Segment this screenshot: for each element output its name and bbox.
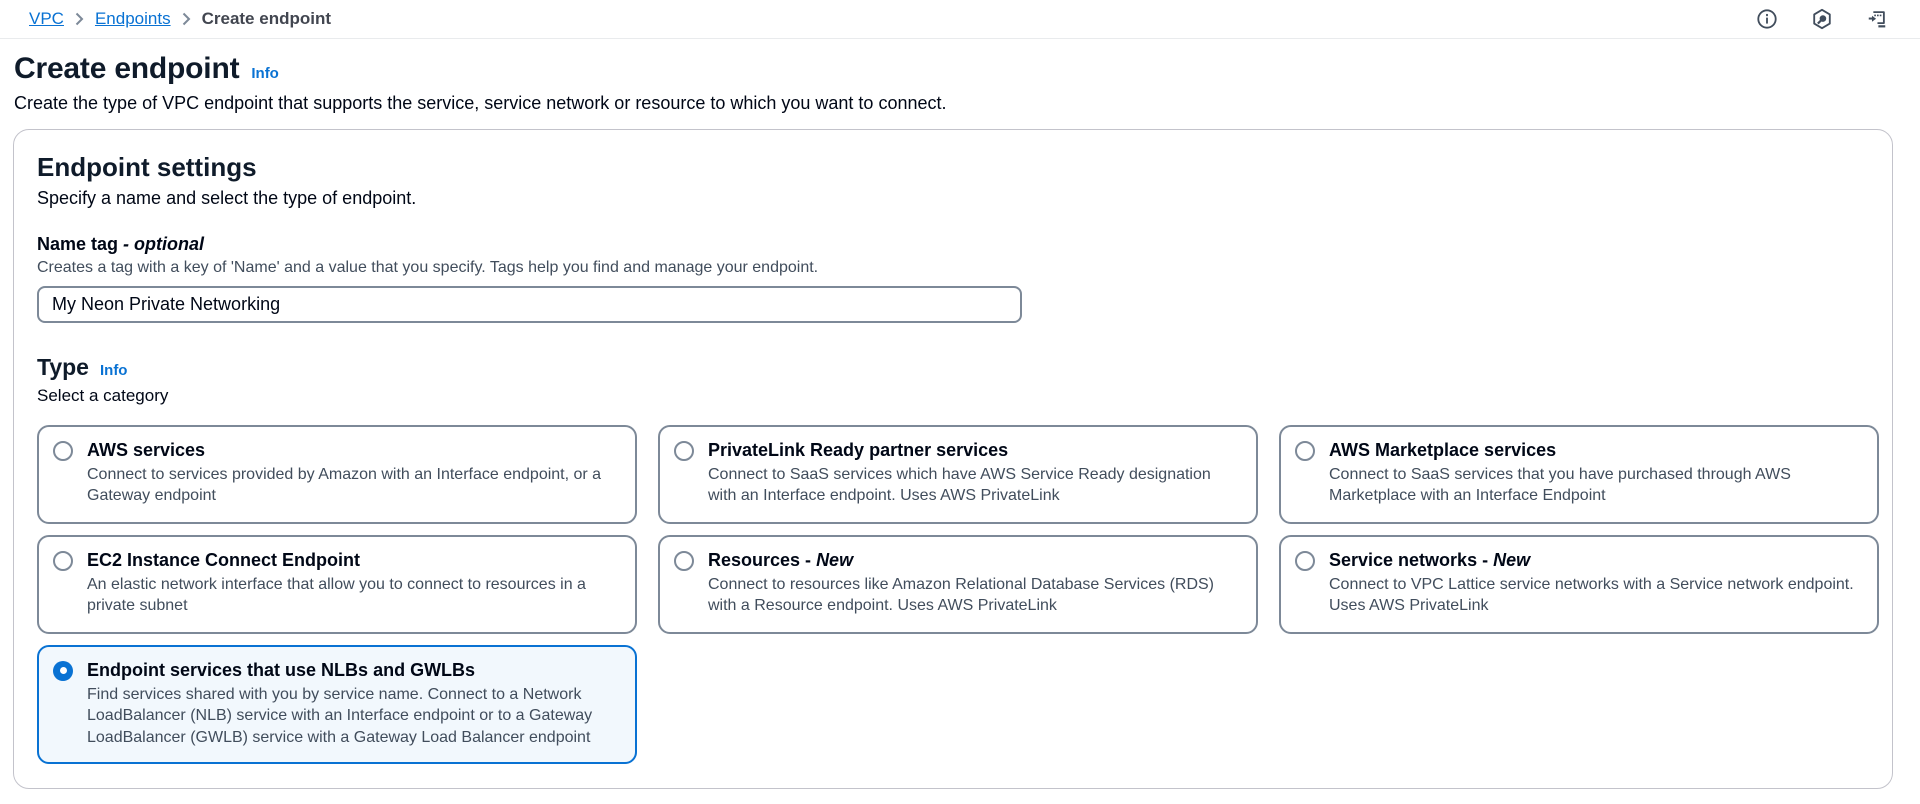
page-title-info-link[interactable]: Info [251,65,279,82]
tile-title: AWS services [87,440,206,460]
breadcrumb-separator-icon [75,12,84,26]
endpoint-settings-heading: Endpoint settings [37,152,257,182]
tile-resources[interactable] [658,535,1258,634]
breadcrumb-link-endpoints[interactable]: Endpoints [94,9,171,28]
breadcrumb-current-page: Create endpoint [201,9,331,28]
type-subtitle: Select a category [37,386,169,405]
name-tag-label: Name tag - optional [37,234,205,254]
tile-description: Connect to services provided by Amazon with an Interface endpoint, or a Gateway endpoint [87,466,602,505]
radio-endpoint-services-nlb-gwlb[interactable] [53,661,73,681]
amazon-q-icon[interactable] [1811,8,1833,30]
type-info-link[interactable]: Info [99,362,128,379]
type-heading: Type [37,354,89,380]
breadcrumb-link-vpc[interactable]: VPC [29,9,64,28]
new-badge: New [1493,550,1531,570]
tile-aws-marketplace-services[interactable] [1279,425,1879,524]
new-badge: New [816,550,854,570]
breadcrumb-bar [0,0,1920,39]
tile-description: Connect to resources like Amazon Relational Database Services (RDS) with a Resource endpoint. Uses AWS PrivateLink [708,576,1215,615]
breadcrumb-separator-icon [182,12,191,26]
tile-description: Connect to SaaS services that you have purchased through AWS Marketplace with an Interface Endpoint [1329,466,1791,505]
tile-service-networks[interactable] [1279,535,1879,634]
main-content [0,39,1920,789]
tile-title: AWS Marketplace services [1329,440,1557,460]
tile-title: Resources - New [708,550,854,570]
page-description: Create the type of VPC endpoint that supports the service, service network or resource to which you want to connect. [14,93,947,113]
tile-description: Connect to SaaS services which have AWS Service Ready designation with an Interface endpoint. Uses AWS PrivateLink [708,466,1211,505]
radio-resources[interactable] [674,551,694,571]
tile-description: Connect to VPC Lattice service networks with a Service network endpoint. Uses AWS PrivateLink [1329,576,1854,615]
radio-privatelink-ready-partner-services[interactable] [674,441,694,461]
radio-aws-marketplace-services[interactable] [1295,441,1315,461]
tile-privatelink-ready-partner-services[interactable] [658,425,1258,524]
tile-description: An elastic network interface that allow you to connect to resources in a private subnet [87,576,586,615]
breadcrumb [29,9,331,29]
name-tag-description: Creates a tag with a key of 'Name' and a value that you specify. Tags help you find and manage your endpoint. [37,259,819,276]
tile-ec2-instance-connect-endpoint[interactable] [37,535,637,634]
radio-ec2-instance-connect-endpoint[interactable] [53,551,73,571]
endpoint-settings-subtitle: Specify a name and select the type of endpoint. [37,188,417,208]
page-title: Create endpoint [14,52,240,85]
tile-title: Endpoint services that use NLBs and GWLBs [87,660,476,680]
endpoint-settings-container [13,129,1893,789]
tile-title: EC2 Instance Connect Endpoint [87,550,361,570]
name-tag-input[interactable] [37,286,1022,323]
tile-endpoint-services-nlb-gwlb[interactable] [37,645,637,764]
tile-title: PrivateLink Ready partner services [708,440,1009,460]
topbar-icons [1756,8,1888,30]
radio-service-networks[interactable] [1295,551,1315,571]
tile-description: Find services shared with you by service name. Connect to a Network LoadBalancer (NLB) service with an Interface endpoint or to a Gateway LoadBalancer (GWLB) service with a Gateway Load Balancer endpoint [87,686,593,746]
type-tiles-group [37,425,1869,764]
tile-title: Service networks - New [1329,550,1531,570]
info-icon[interactable] [1756,8,1778,30]
cloudshell-icon[interactable] [1866,8,1888,30]
name-tag-optional-label: - optional [123,234,205,254]
radio-aws-services[interactable] [53,441,73,461]
tile-aws-services[interactable] [37,425,637,524]
